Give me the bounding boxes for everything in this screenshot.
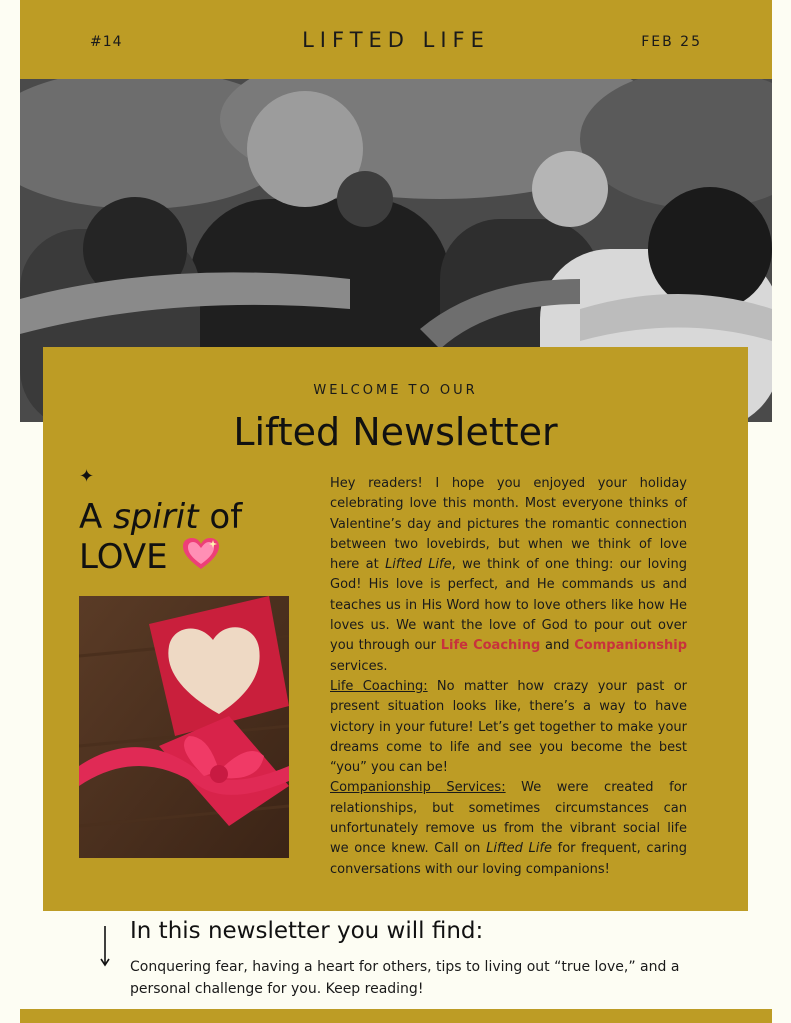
welcome-label: WELCOME TO OUR xyxy=(313,383,478,398)
life-coaching-label: Life Coaching: xyxy=(330,678,428,694)
brand-title: LIFTED LIFE xyxy=(302,28,490,52)
article-body xyxy=(330,474,687,880)
header-bar xyxy=(20,0,772,79)
companionship-label: Companionship Services: xyxy=(330,780,506,796)
intro-text-3: services. xyxy=(330,658,388,674)
arrow-down-icon xyxy=(98,926,112,972)
companion-text-1: We were created for relationships, but sometimes circumstances can unfortunately remove us from the vibrant social life we once knew. Call on xyxy=(330,780,687,857)
newsletter-title: Lifted Newsletter xyxy=(233,410,558,454)
section-summary: Conquering fear, having a heart for others, tips to living out “true love,” and a personal challenge for you. Keep reading! xyxy=(130,959,680,997)
companionship-link[interactable]: Companionship xyxy=(574,638,687,654)
companion-brand: Lifted Life xyxy=(486,841,552,857)
headline-part-1: A xyxy=(79,497,114,537)
headline-part-2: of xyxy=(198,497,243,537)
companionship-paragraph xyxy=(330,778,687,879)
issue-number: #14 xyxy=(90,34,123,50)
coaching-paragraph xyxy=(330,677,687,778)
intro-and: and xyxy=(540,638,575,654)
sparkling-heart-icon xyxy=(182,537,220,580)
footer-bar xyxy=(20,1009,772,1023)
intro-brand: Lifted Life xyxy=(385,557,452,573)
companion-text-2: for frequent, caring conversations with our loving companions! xyxy=(330,841,687,877)
intro-text-2: , we think of one thing: our loving God! His love is perfect, and He commands us and teaches us in His Word how to love others like how He loves us. We want the love of God to pour out over you through our xyxy=(330,557,687,654)
headline-italic: spirit xyxy=(113,497,199,537)
issue-date: FEB 25 xyxy=(641,34,702,50)
gift-heart-image xyxy=(79,596,289,858)
feature-headline xyxy=(79,497,309,580)
life-coaching-link[interactable]: Life Coaching xyxy=(440,638,541,654)
intro-text-1: Hey readers! I hope you enjoyed your holiday celebrating love this month. Most everyone thinks of Valentine’s day and pictures the romantic connection between two lovebirds, but when we think of love here at xyxy=(330,476,687,573)
coaching-text: No matter how crazy your past or present situation looks like, there’s a way to have victory in your future! Let’s get together to make your dreams come to life and see you become the best “you” you can be! xyxy=(330,678,687,776)
headline-line-2: LOVE xyxy=(79,537,168,577)
sparkle-icon: ✦ xyxy=(79,466,95,487)
intro-paragraph xyxy=(330,474,687,677)
section-title: In this newsletter you will find: xyxy=(130,918,484,944)
newsletter-card xyxy=(43,347,748,911)
